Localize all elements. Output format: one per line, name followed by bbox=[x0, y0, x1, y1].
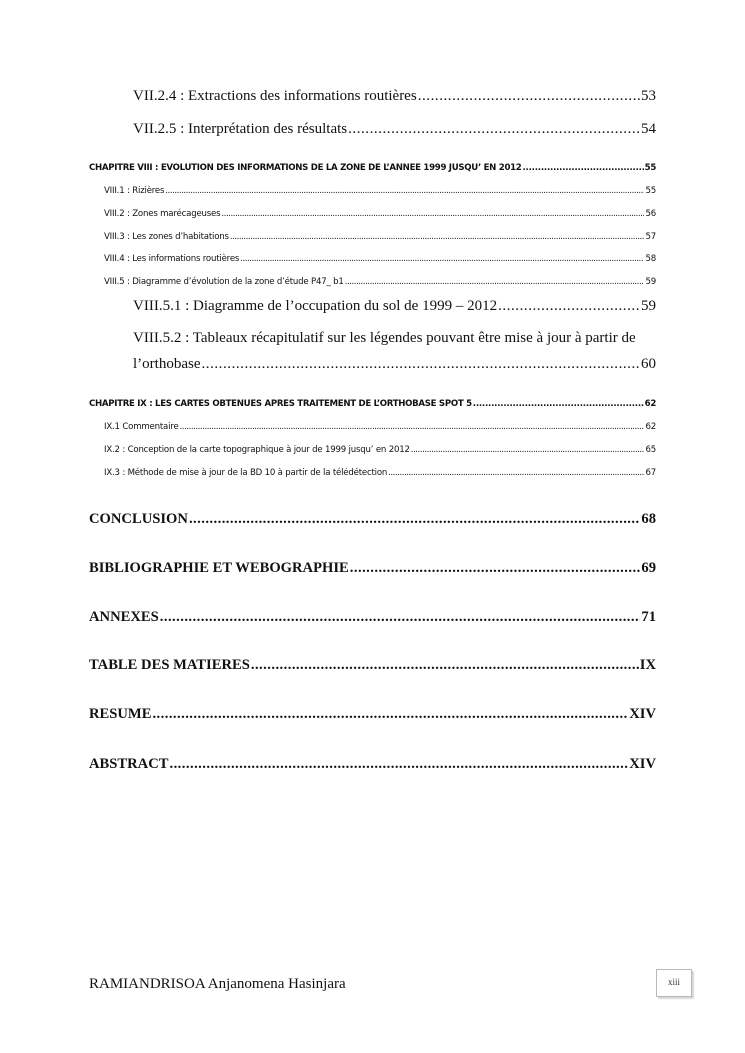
dot-leader bbox=[418, 88, 640, 105]
toc-entry-label: VIII.4 : Les informations routières bbox=[104, 254, 240, 264]
toc-entry-label: BIBLIOGRAPHIE ET WEBOGRAPHIE bbox=[89, 560, 349, 576]
toc-entry-label: CHAPITRE VIII : EVOLUTION DES INFORMATIONS DE LA ZONE DE L’ANNEE 1999 JUSQU’ EN 2012 bbox=[89, 163, 522, 173]
toc-entry-label: VII.2.4 : Extractions des informations routières bbox=[133, 88, 417, 104]
toc-entry-page: IX bbox=[639, 657, 656, 673]
toc-entry-page: 56 bbox=[645, 209, 656, 219]
toc-entry-page: 59 bbox=[645, 277, 656, 287]
toc-chapter-ix[interactable] bbox=[89, 399, 656, 409]
toc-entry-label: l’orthobase bbox=[133, 356, 201, 372]
toc-entry-page: 55 bbox=[645, 186, 656, 196]
toc-entry-viii-2[interactable] bbox=[104, 209, 656, 219]
toc-entry-label: ABSTRACT bbox=[89, 756, 169, 772]
toc-entry-viii-1[interactable] bbox=[104, 186, 656, 196]
toc-entry-label: CONCLUSION bbox=[89, 511, 188, 527]
page-number: xiii bbox=[656, 969, 692, 997]
dot-leader bbox=[498, 298, 640, 315]
toc-entry-annexes[interactable] bbox=[89, 609, 656, 626]
toc-entry-table-des-matieres[interactable] bbox=[89, 657, 656, 674]
toc-entry-page: 69 bbox=[641, 560, 656, 576]
toc-entry-page: 58 bbox=[645, 254, 656, 264]
dot-leader bbox=[160, 609, 641, 626]
dot-leader bbox=[221, 209, 644, 219]
toc-entry-label: VIII.1 : Rizières bbox=[104, 186, 165, 196]
toc-entry-page: 62 bbox=[645, 422, 656, 432]
toc-entry-ix-1[interactable] bbox=[104, 422, 656, 432]
toc-entry-page: XIV bbox=[629, 706, 656, 722]
toc-entry-vii-2-5[interactable] bbox=[133, 121, 656, 138]
toc-entry-label: VIII.5.1 : Diagramme de l’occupation du sol de 1999 – 2012 bbox=[133, 298, 498, 314]
toc-entry-bibliographie[interactable] bbox=[89, 560, 656, 577]
dot-leader bbox=[348, 121, 640, 138]
footer-author: RAMIANDRISOA Anjanomena Hasinjara bbox=[89, 976, 346, 992]
dot-leader bbox=[350, 560, 641, 577]
dot-leader bbox=[169, 756, 628, 773]
toc-entry-viii-5-2[interactable] bbox=[133, 356, 656, 373]
toc-entry-viii-4[interactable] bbox=[104, 254, 656, 264]
toc-entry-page: 53 bbox=[641, 88, 656, 104]
toc-entry-label: ANNEXES bbox=[89, 609, 159, 625]
toc-entry-label: VIII.3 : Les zones d’habitations bbox=[104, 232, 229, 242]
toc-entry-label: IX.3 : Méthode de mise à jour de la BD 10 à partir de la télédétection bbox=[104, 468, 388, 478]
dot-leader bbox=[152, 706, 628, 723]
toc-entry-page: 71 bbox=[641, 609, 656, 625]
toc-entry-page: 68 bbox=[641, 511, 656, 527]
toc-entry-label: TABLE DES MATIERES bbox=[89, 657, 250, 673]
dot-leader bbox=[411, 445, 645, 455]
toc-entry-ix-2[interactable] bbox=[104, 445, 656, 455]
toc-chapter-viii[interactable] bbox=[89, 163, 656, 173]
dot-leader bbox=[473, 399, 644, 409]
toc-entry-page: 55 bbox=[644, 163, 656, 173]
toc-entry-abstract[interactable] bbox=[89, 756, 656, 773]
dot-leader bbox=[345, 277, 645, 287]
toc-entry-label: IX.2 : Conception de la carte topographique à jour de 1999 jusqu’ en 2012 bbox=[104, 445, 410, 455]
toc-entry-page: 59 bbox=[641, 298, 656, 314]
toc-entry-viii-5[interactable] bbox=[104, 277, 656, 287]
toc-entry-resume[interactable] bbox=[89, 706, 656, 723]
toc-entry-ix-3[interactable] bbox=[104, 468, 656, 478]
toc-entry-label: VIII.5 : Diagramme d’évolution de la zone d’étude P47_ b1 bbox=[104, 277, 344, 287]
toc-entry-vii-2-4[interactable] bbox=[133, 88, 656, 105]
toc-entry-page: 67 bbox=[645, 468, 656, 478]
toc-entry-conclusion[interactable] bbox=[89, 511, 656, 528]
dot-leader bbox=[523, 163, 644, 173]
dot-leader bbox=[201, 356, 640, 373]
toc-entry-page: 60 bbox=[641, 356, 656, 372]
toc-entry-label: CHAPITRE IX : LES CARTES OBTENUES APRES TRAITEMENT DE L’ORTHOBASE SPOT 5 bbox=[89, 399, 472, 409]
toc-entry-viii-5-1[interactable] bbox=[133, 298, 656, 315]
dot-leader bbox=[189, 511, 640, 528]
toc-entry-page: 54 bbox=[641, 121, 656, 137]
dot-leader bbox=[388, 468, 644, 478]
toc-entry-label: RESUME bbox=[89, 706, 152, 722]
dot-leader bbox=[230, 232, 645, 242]
toc-entry-label: VIII.2 : Zones marécageuses bbox=[104, 209, 221, 219]
toc-entry-label: IX.1 Commentaire bbox=[104, 422, 179, 432]
toc-entry-page: XIV bbox=[629, 756, 656, 772]
dot-leader bbox=[180, 422, 645, 432]
toc-entry-viii-5-2-line1[interactable]: VIII.5.2 : Tableaux récapitulatif sur les légendes pouvant être mise à jour à partir de bbox=[133, 330, 636, 346]
toc-entry-page: 57 bbox=[645, 232, 656, 242]
toc-entry-page: 65 bbox=[645, 445, 656, 455]
dot-leader bbox=[240, 254, 644, 264]
toc-entry-viii-3[interactable] bbox=[104, 232, 656, 242]
dot-leader bbox=[165, 186, 644, 196]
toc-entry-page: 62 bbox=[644, 399, 656, 409]
dot-leader bbox=[251, 657, 639, 674]
toc-entry-label: VII.2.5 : Interprétation des résultats bbox=[133, 121, 348, 137]
